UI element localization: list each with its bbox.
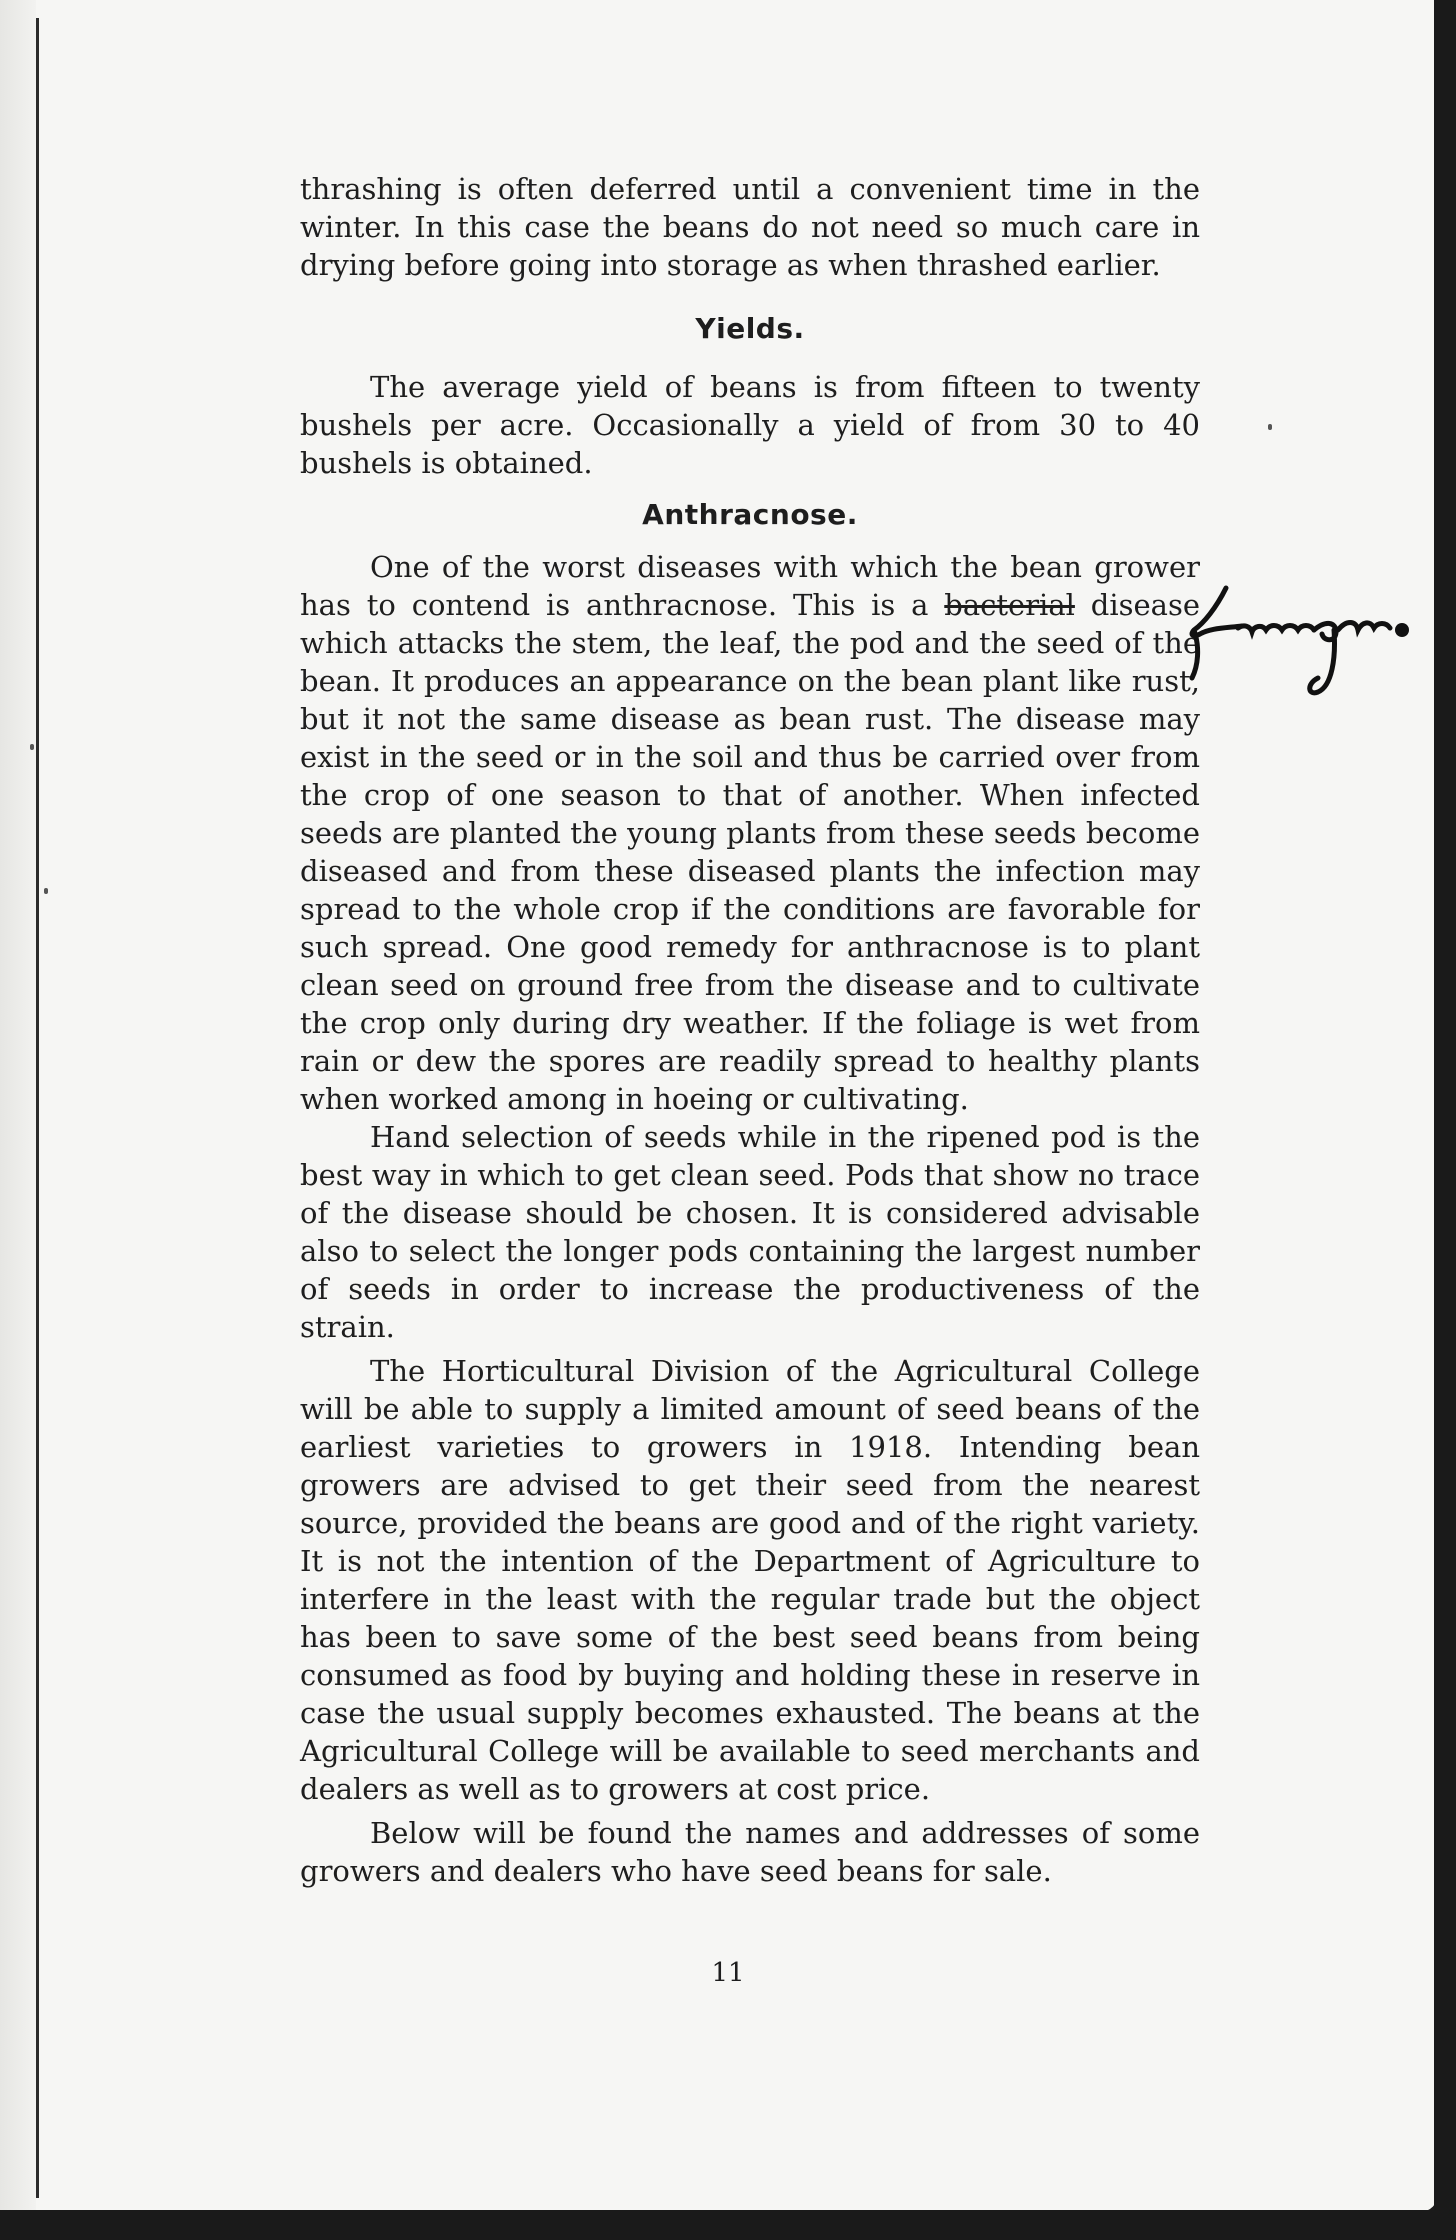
paragraph-anthracnose: [300, 548, 1200, 1118]
paragraph-growers-list: Below will be found the names and addresses of some growers and dealers who have seed beans for sale.: [300, 1816, 1200, 1888]
paragraph-anthracnose-start: One of the worst diseases with which the bean grower has to contend is anthracnose. This is a: [300, 550, 1200, 622]
struck-word: bacterial: [944, 588, 1075, 622]
page-number: 11: [711, 1958, 745, 1988]
handwritten-annotation: [1186, 568, 1426, 708]
paragraph-yields: The average yield of beans is from fifteen to twenty bushels per acre. Occasionally a yield of from 30 to 40 bushels is obtained.: [300, 370, 1200, 480]
page-speck: [30, 744, 34, 750]
paragraph-horticultural-division: The Horticultural Division of the Agricultural College will be able to supply a limited amount of seed beans of the earliest varieties to growers in 1918. Intending bean growers are advised to get their seed from the nearest source, provided the beans are good and of the right variety. It is not the intention of the Department of Agriculture to interfere in the least with the regular trade but the object has been to save some of the best seed beans from being consumed as food by buying and holding these in reserve in case the usual supply becomes exhausted. The beans at the Agricultural College will be available to seed merchants and dealers as well as to growers at cost price.: [300, 1354, 1200, 1806]
scan-edge-right: [1434, 0, 1456, 2240]
heading-yields: Yields.: [695, 312, 805, 345]
binding-edge: [36, 18, 39, 2198]
page-speck: [44, 888, 48, 894]
heading-anthracnose: Anthracnose.: [642, 498, 858, 531]
paragraph-anthracnose-rest: disease which attacks the stem, the leaf, the pod and the seed of the bean. It produces an appearance on the bean plant like rust, but it not the same disease as bean rust. The disease may exist in the seed or in the soil and thus be carried over from the crop of one season to that of another. When infected seeds are planted the young plants from these seeds become diseased and from these diseased plants the infection may spread to the whole crop if the conditions are favorable for such spread. One good remedy for anthracnose is to plant clean seed on ground free from the disease and to cultivate the crop only during dry weather. If the foliage is wet from rain or dew the spores are readily spread to healthy plants when worked among in hoeing or cultivating.: [300, 588, 1200, 1116]
page-speck: [1268, 424, 1272, 430]
paragraph-hand-selection: Hand selection of seeds while in the ripened pod is the best way in which to get clean seed. Pods that show no trace of the disease should be chosen. It is considered advisable also to select the longer pods containing the largest number of seeds in order to increase the productiveness of the strain.: [300, 1120, 1200, 1344]
paragraph-thrashing: thrashing is often deferred until a convenient time in the winter. In this case the beans do not need so much care in drying before going into storage as when thrashed earlier.: [300, 172, 1200, 282]
scan-edge-bottom: [0, 2210, 1456, 2240]
body-text: [300, 170, 1200, 1890]
binding-shadow: [0, 0, 36, 2212]
